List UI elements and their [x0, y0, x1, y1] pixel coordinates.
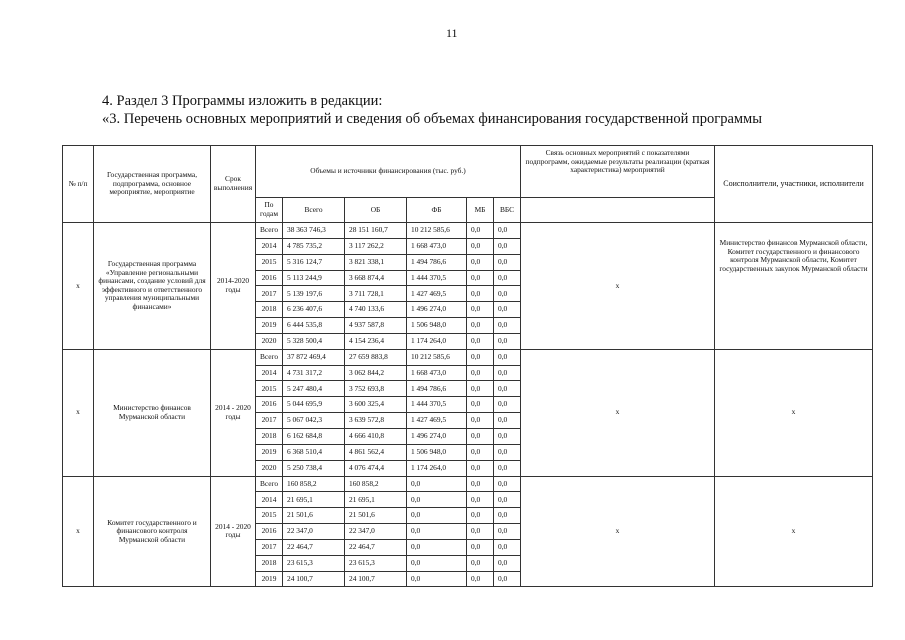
vbs-cell: 0,0	[494, 413, 521, 429]
vbs-cell: 0,0	[494, 223, 521, 239]
year-cell: 2014	[256, 492, 283, 508]
total-cell: 5 316 124,7	[283, 254, 345, 270]
vbs-cell: 0,0	[494, 333, 521, 349]
header-by-years: По годам	[256, 198, 283, 223]
year-cell: 2014	[256, 238, 283, 254]
fb-cell: 1 427 469,5	[407, 286, 467, 302]
total-cell: 6 444 535,8	[283, 318, 345, 334]
vbs-cell: 0,0	[494, 476, 521, 492]
group-name: Министерство финансов Мурманской области	[94, 349, 211, 476]
vbs-cell: 0,0	[494, 286, 521, 302]
ob-cell: 4 076 474,4	[345, 460, 407, 476]
year-cell: 2018	[256, 302, 283, 318]
mb-cell: 0,0	[467, 492, 494, 508]
ob-cell: 4 740 133,6	[345, 302, 407, 318]
mb-cell: 0,0	[467, 349, 494, 365]
mb-cell: 0,0	[467, 428, 494, 444]
fb-cell: 0,0	[407, 571, 467, 587]
vbs-cell: 0,0	[494, 428, 521, 444]
group-number: x	[63, 349, 94, 476]
year-cell: 2015	[256, 508, 283, 524]
group-executors: x	[715, 349, 873, 476]
total-cell: 5 250 738,4	[283, 460, 345, 476]
fb-cell: 1 496 274,0	[407, 428, 467, 444]
vbs-cell: 0,0	[494, 381, 521, 397]
vbs-cell: 0,0	[494, 349, 521, 365]
vbs-cell: 0,0	[494, 571, 521, 587]
fb-cell: 0,0	[407, 524, 467, 540]
total-cell: 5 067 042,3	[283, 413, 345, 429]
group-term: 2014 - 2020 годы	[211, 476, 256, 587]
vbs-cell: 0,0	[494, 444, 521, 460]
table-row	[63, 349, 873, 365]
ob-cell: 3 600 325,4	[345, 397, 407, 413]
table-row	[63, 476, 873, 492]
fb-cell: 1 174 264,0	[407, 460, 467, 476]
fb-cell: 0,0	[407, 508, 467, 524]
fb-cell: 1 494 786,6	[407, 254, 467, 270]
mb-cell: 0,0	[467, 460, 494, 476]
ob-cell: 3 668 874,4	[345, 270, 407, 286]
total-cell: 6 236 407,6	[283, 302, 345, 318]
vbs-cell: 0,0	[494, 508, 521, 524]
header-program: Государственная программа, подпрограмма, основное мероприятие, мероприятие	[94, 146, 211, 223]
mb-cell: 0,0	[467, 270, 494, 286]
fb-cell: 1 668 473,0	[407, 238, 467, 254]
ob-cell: 22 347,0	[345, 524, 407, 540]
vbs-cell: 0,0	[494, 365, 521, 381]
mb-cell: 0,0	[467, 539, 494, 555]
group-term: 2014-2020 годы	[211, 223, 256, 350]
ob-cell: 22 464,7	[345, 539, 407, 555]
mb-cell: 0,0	[467, 223, 494, 239]
header-term: Срок выполнения	[211, 146, 256, 223]
fb-cell: 0,0	[407, 476, 467, 492]
ob-cell: 4 666 410,8	[345, 428, 407, 444]
mb-cell: 0,0	[467, 413, 494, 429]
header-executors: Соисполнители, участники, исполнители	[715, 146, 873, 223]
total-cell: 6 162 684,8	[283, 428, 345, 444]
total-cell: 22 464,7	[283, 539, 345, 555]
year-cell: Всего	[256, 223, 283, 239]
intro-line: 4. Раздел 3 Программы изложить в редакции:	[102, 93, 383, 109]
year-cell: 2014	[256, 365, 283, 381]
section-title: «3. Перечень основных мероприятий и сведения об объемах финансирования государственной программы	[102, 111, 762, 127]
total-cell: 5 113 244,9	[283, 270, 345, 286]
year-cell: 2018	[256, 428, 283, 444]
year-cell: 2019	[256, 318, 283, 334]
total-cell: 5 247 480,4	[283, 381, 345, 397]
mb-cell: 0,0	[467, 397, 494, 413]
year-cell: 2020	[256, 460, 283, 476]
ob-cell: 3 117 262,2	[345, 238, 407, 254]
total-cell: 4 785 735,2	[283, 238, 345, 254]
ob-cell: 3 821 338,1	[345, 254, 407, 270]
header-ob: ОБ	[345, 198, 407, 223]
ob-cell: 3 711 728,1	[345, 286, 407, 302]
vbs-cell: 0,0	[494, 270, 521, 286]
year-cell: Всего	[256, 476, 283, 492]
fb-cell: 1 444 370,5	[407, 397, 467, 413]
total-cell: 6 368 510,4	[283, 444, 345, 460]
header-total: Всего	[283, 198, 345, 223]
year-cell: 2018	[256, 555, 283, 571]
vbs-cell: 0,0	[494, 238, 521, 254]
mb-cell: 0,0	[467, 365, 494, 381]
year-cell: 2020	[256, 333, 283, 349]
total-cell: 5 328 500,4	[283, 333, 345, 349]
group-executors: Министерство финансов Мурманской области, Комитет государственного и финансового контроля Мурманской области, Комитет государственных закупок Мурманской области	[715, 223, 873, 350]
header-funding: Объемы и источники финансирования (тыс. руб.)	[256, 146, 521, 198]
mb-cell: 0,0	[467, 254, 494, 270]
total-cell: 21 501,6	[283, 508, 345, 524]
ob-cell: 4 154 236,4	[345, 333, 407, 349]
mb-cell: 0,0	[467, 476, 494, 492]
fb-cell: 0,0	[407, 539, 467, 555]
fb-cell: 1 496 274,0	[407, 302, 467, 318]
vbs-cell: 0,0	[494, 460, 521, 476]
vbs-cell: 0,0	[494, 254, 521, 270]
year-cell: 2016	[256, 524, 283, 540]
header-link: Связь основных мероприятий с показателями подпрограмм, ожидаемые результаты реализации (краткая характеристика) мероприятий	[521, 146, 715, 198]
vbs-cell: 0,0	[494, 539, 521, 555]
year-cell: 2017	[256, 286, 283, 302]
group-link: x	[521, 476, 715, 587]
fb-cell: 1 494 786,6	[407, 381, 467, 397]
mb-cell: 0,0	[467, 238, 494, 254]
fb-cell: 1 444 370,5	[407, 270, 467, 286]
header-link-blank	[521, 198, 715, 223]
mb-cell: 0,0	[467, 286, 494, 302]
total-cell: 37 872 469,4	[283, 349, 345, 365]
year-cell: 2019	[256, 571, 283, 587]
vbs-cell: 0,0	[494, 492, 521, 508]
vbs-cell: 0,0	[494, 302, 521, 318]
year-cell: 2017	[256, 413, 283, 429]
fb-cell: 1 427 469,5	[407, 413, 467, 429]
total-cell: 21 695,1	[283, 492, 345, 508]
ob-cell: 3 752 693,8	[345, 381, 407, 397]
mb-cell: 0,0	[467, 444, 494, 460]
year-cell: 2015	[256, 254, 283, 270]
ob-cell: 21 695,1	[345, 492, 407, 508]
ob-cell: 28 151 160,7	[345, 223, 407, 239]
group-link: x	[521, 349, 715, 476]
ob-cell: 21 501,6	[345, 508, 407, 524]
mb-cell: 0,0	[467, 318, 494, 334]
year-cell: 2016	[256, 397, 283, 413]
ob-cell: 160 858,2	[345, 476, 407, 492]
header-num: № п/п	[63, 146, 94, 223]
total-cell: 5 139 197,6	[283, 286, 345, 302]
vbs-cell: 0,0	[494, 555, 521, 571]
total-cell: 38 363 746,3	[283, 223, 345, 239]
ob-cell: 24 100,7	[345, 571, 407, 587]
header-mb: МБ	[467, 198, 494, 223]
mb-cell: 0,0	[467, 381, 494, 397]
table-row	[63, 223, 873, 239]
ob-cell: 4 861 562,4	[345, 444, 407, 460]
ob-cell: 27 659 883,8	[345, 349, 407, 365]
fb-cell: 0,0	[407, 555, 467, 571]
group-executors: x	[715, 476, 873, 587]
program-table	[62, 145, 873, 587]
mb-cell: 0,0	[467, 302, 494, 318]
year-cell: 2015	[256, 381, 283, 397]
ob-cell: 3 639 572,8	[345, 413, 407, 429]
fb-cell: 1 506 948,0	[407, 318, 467, 334]
fb-cell: 1 174 264,0	[407, 333, 467, 349]
group-number: x	[63, 223, 94, 350]
total-cell: 23 615,3	[283, 555, 345, 571]
total-cell: 160 858,2	[283, 476, 345, 492]
year-cell: 2017	[256, 539, 283, 555]
group-number: x	[63, 476, 94, 587]
mb-cell: 0,0	[467, 333, 494, 349]
mb-cell: 0,0	[467, 524, 494, 540]
fb-cell: 10 212 585,6	[407, 223, 467, 239]
fb-cell: 0,0	[407, 492, 467, 508]
fb-cell: 10 212 585,6	[407, 349, 467, 365]
fb-cell: 1 506 948,0	[407, 444, 467, 460]
group-link: x	[521, 223, 715, 350]
year-cell: Всего	[256, 349, 283, 365]
total-cell: 5 044 695,9	[283, 397, 345, 413]
vbs-cell: 0,0	[494, 318, 521, 334]
mb-cell: 0,0	[467, 555, 494, 571]
header-vbs: ВБС	[494, 198, 521, 223]
total-cell: 24 100,7	[283, 571, 345, 587]
group-term: 2014 - 2020 годы	[211, 349, 256, 476]
ob-cell: 23 615,3	[345, 555, 407, 571]
total-cell: 22 347,0	[283, 524, 345, 540]
vbs-cell: 0,0	[494, 397, 521, 413]
vbs-cell: 0,0	[494, 524, 521, 540]
header-fb: ФБ	[407, 198, 467, 223]
year-cell: 2019	[256, 444, 283, 460]
ob-cell: 4 937 587,8	[345, 318, 407, 334]
year-cell: 2016	[256, 270, 283, 286]
fb-cell: 1 668 473,0	[407, 365, 467, 381]
ob-cell: 3 062 844,2	[345, 365, 407, 381]
page-number: 11	[446, 26, 458, 40]
group-name: Государственная программа «Управление региональными финансами, создание условий для эффективного и ответственного управления муниципальными финансами»	[94, 223, 211, 350]
mb-cell: 0,0	[467, 508, 494, 524]
mb-cell: 0,0	[467, 571, 494, 587]
group-name: Комитет государственного и финансового контроля Мурманской области	[94, 476, 211, 587]
total-cell: 4 731 317,2	[283, 365, 345, 381]
